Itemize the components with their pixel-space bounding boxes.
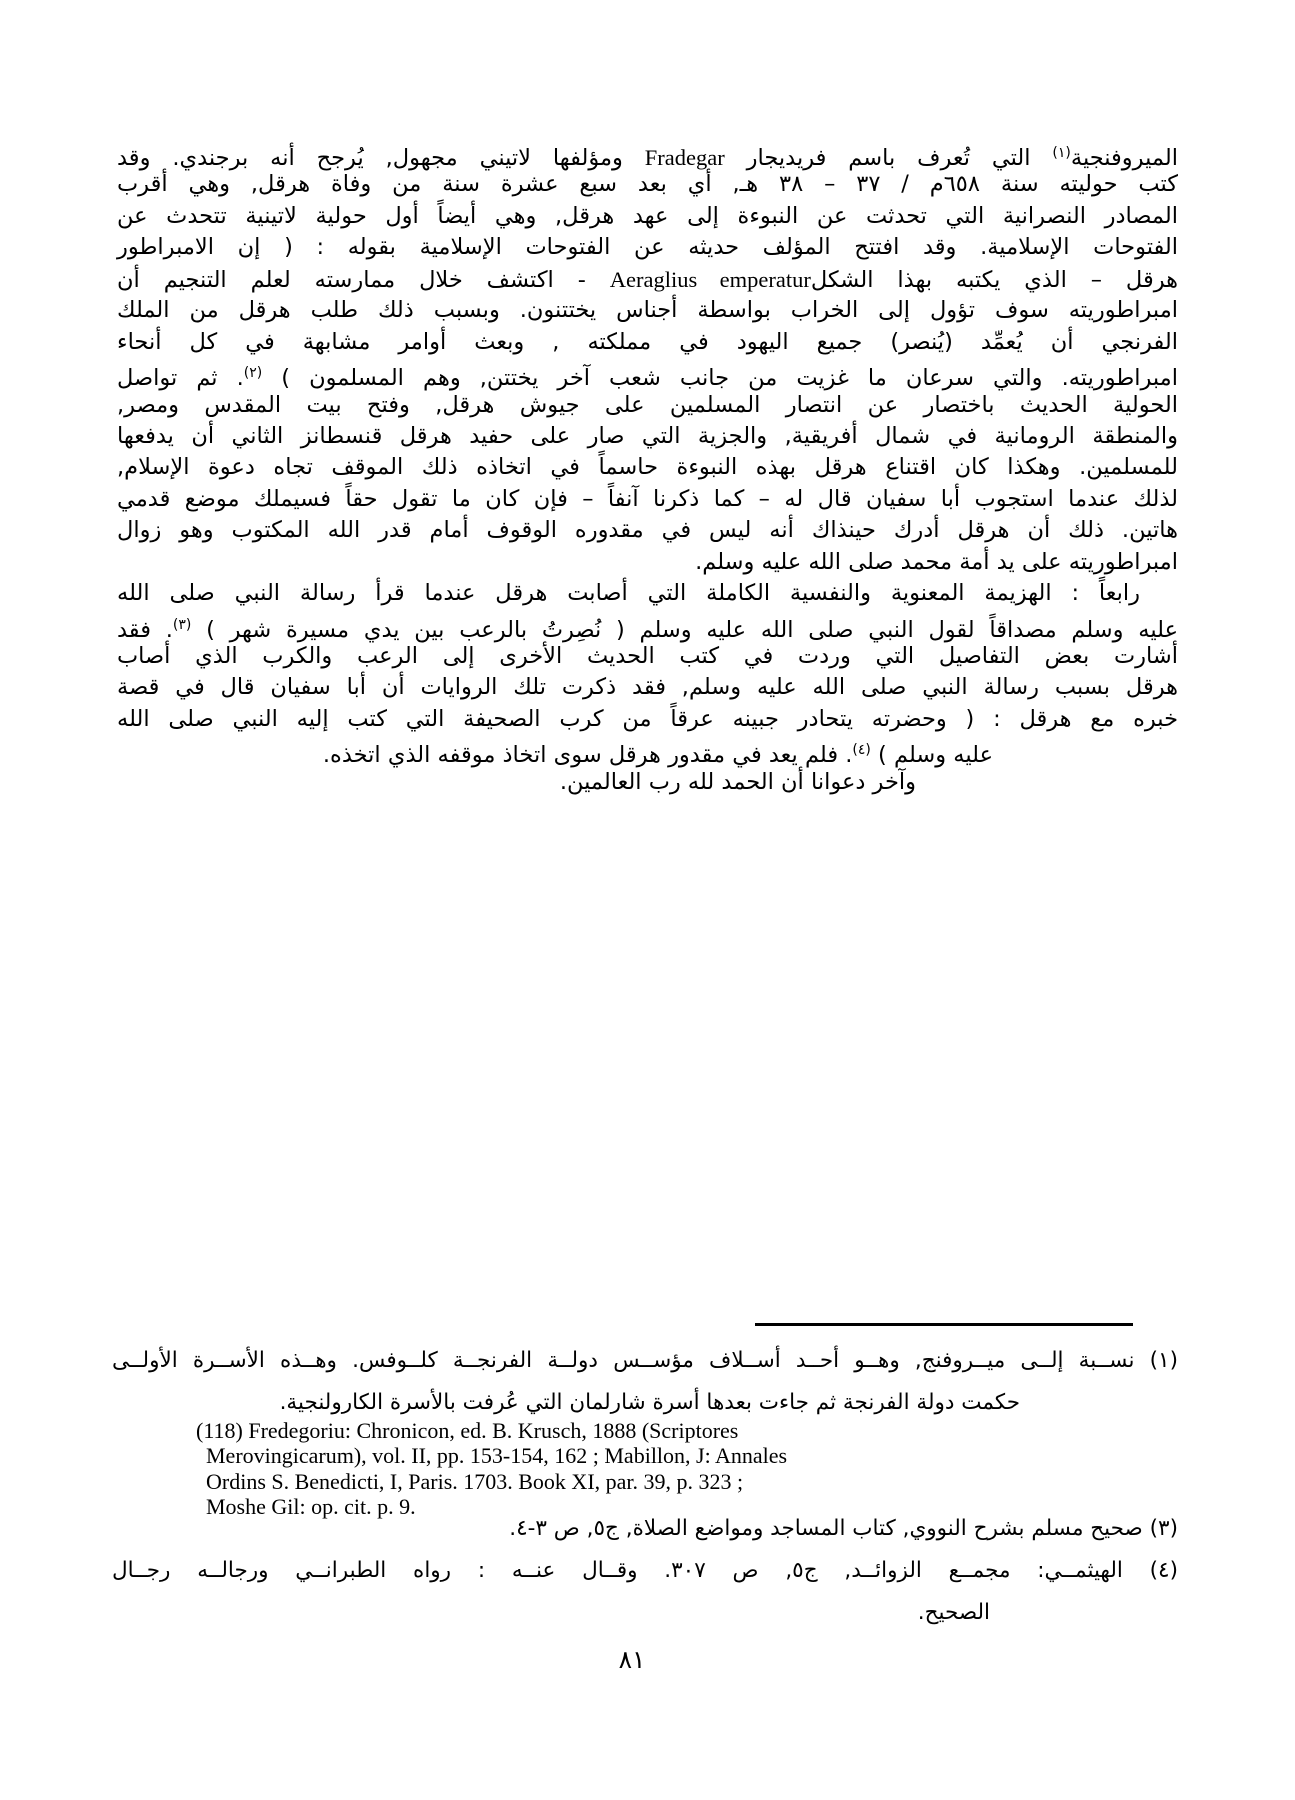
text-segment: التي تُعرف باسم فريديجار (724, 145, 1053, 171)
text-line (117, 421, 1178, 452)
text-line (117, 484, 1178, 515)
text-line (112, 1340, 1178, 1382)
text-segment: هرقل – الذي يكتبه بهذا الشكل (810, 266, 1178, 293)
text-segment: الصحيح. (917, 1600, 990, 1625)
footnote-latin-citation (196, 1418, 1136, 1520)
text-line (117, 672, 1178, 703)
text-segment: . فقد (117, 616, 173, 643)
text-line (117, 169, 1178, 200)
text-segment: المصادر النصرانية التي تحدثت عن النبوءة إلى عهد هرقل, وهي أيضاً أول حولية لاتينية تتحدث عن (117, 202, 1178, 229)
text-segment: هرقل بسبب رسالة النبي صلى الله عليه وسلم, فقد ذكرت تلك الروايات أن أبا سفيان قال في قصة (117, 674, 1178, 701)
text-segment: عليه وسلم ) (870, 742, 993, 769)
text-line (117, 767, 1178, 798)
footnote-marker-sup: (٣) (172, 616, 192, 633)
text-line (117, 641, 1178, 672)
footnote-1 (112, 1340, 1178, 1424)
text-segment: Merovingicarum), vol. II, pp. 153-154, 162 ; Mabillon, J: Annales (206, 1443, 788, 1469)
text-segment: لذلك عندما استجوب أبا سفيان قال له – كما ذكرنا آنفاً – فإن كان ما تقول حقاً فسيملك موضع قدمي (117, 485, 1178, 512)
text-line (117, 138, 1178, 169)
text-segment: كتب حوليته سنة ٦٥٨م / ٣٧ – ٣٨ هـ, أي بعد سبع عشرة سنة من وفاة هرقل, وهي أقرب (117, 171, 1178, 198)
text-segment: هاتين. ذلك أن هرقل أدرك حينذاك أنه ليس في مقدوره الوقوف أمام قدر الله المكتوب وهو زوال (117, 517, 1178, 544)
text-segment: . ثم تواصل (117, 365, 244, 392)
latin-text-segment: Fradegar (644, 145, 725, 170)
text-segment: Ordins S. Benedicti, I, Paris. 1703. Book XI, par. 39, p. 323 ; (206, 1468, 744, 1494)
text-line (196, 1443, 1136, 1468)
text-line (117, 610, 1178, 641)
text-segment: رابعاً : الهزيمة المعنوية والنفسية الكاملة التي أصابت هرقل عندما قرأ رسالة النبي صلى الله (117, 580, 1140, 607)
footnote-3 (112, 1512, 1178, 1546)
text-line (117, 735, 1178, 769)
text-line (117, 327, 1178, 358)
text-segment: الفتوحات الإسلامية. وقد افتتح المؤلف حديثه عن الفتوحات الإسلامية بقوله : ( إن الامبراطور (117, 234, 1178, 261)
text-segment: خبره مع هرقل : ( وحضرته يتحادر جبينه عرقاً من كرب الصحيفة التي كتب إليه النبي صلى الله (117, 705, 1178, 732)
text-segment: (٣) صحيح مسلم بشرح النووي, كتاب المساجد ومواضع الصلاة, ج٥, ص ٣-٤. (509, 1516, 1178, 1541)
footnote-marker-sup: (٢) (243, 365, 263, 382)
text-line (117, 358, 1178, 392)
text-segment: - اكتشف خلال ممارسته لعلم التنجيم أن (117, 266, 610, 293)
latin-text-segment: Aeraglius emperatur (609, 266, 811, 292)
main-text-block (117, 138, 1178, 798)
text-segment: الحولية الحديث باختصار عن انتصار المسلمين على جيوش هرقل, وفتح بيت المقدس ومصر, (117, 391, 1178, 418)
text-segment: امبراطوريته. والتي سرعان ما غزيت من جانب شعب آخر يختتن, وهم المسلمون ) (262, 365, 1178, 392)
text-line (112, 1550, 1178, 1592)
text-line (117, 547, 1178, 578)
text-segment: والمنطقة الرومانية في شمال أفريقية, والجزية التي صار على حفيد هرقل قنسطانز الثاني أن يدفعها (117, 422, 1178, 449)
footnote-4 (112, 1550, 1178, 1634)
text-line (117, 232, 1178, 263)
footnote-marker-sup: (٤) (852, 742, 871, 759)
text-line (112, 1592, 1178, 1634)
text-segment: عليه وسلم مصداقاً لقول النبي صلى الله عليه وسلم ( نُصِرتُ بالرعب بين يدي مسيرة شهر ) (191, 616, 1178, 643)
text-line (196, 1469, 1136, 1494)
text-segment: (٤) الهيثمــي: مجمــع الزوائــد, ج٥, ص ٣٠٧. وقــال عنــه : رواه الطبرانــي ورجالــه رجــال (112, 1558, 1178, 1583)
text-segment: الفرنجي أن يُعمِّد (يُنصر) جميع اليهود في مملكته , وبعث أوامر مشابهة في كل أنحاء (117, 328, 1178, 355)
text-line (117, 515, 1178, 546)
text-segment: امبراطوريته سوف تؤول إلى الخراب بواسطة أجناس يختتنون. وبسبب ذلك طلب هرقل من الملك (117, 297, 1178, 324)
text-line (117, 452, 1178, 483)
text-line (117, 295, 1178, 326)
text-segment: حكمت دولة الفرنجة ثم جاءت بعدها أسرة شارلمان التي عُرفت بالأسرة الكارولنجية. (279, 1390, 1020, 1415)
text-line (196, 1418, 1136, 1443)
text-segment: . فلم يعد في مقدور هرقل سوى اتخاذ موقفه الذي اتخذه. (322, 742, 853, 769)
text-segment: (١) نســبة إلــى ميــروفنج, وهــو أحــد أســلاف مؤســس دولــة الفرنجــة كلــوفس. وهــذه الأســرة الأولــى (112, 1348, 1178, 1373)
text-segment: امبراطوريته على يد أمة محمد صلى الله عليه وسلم. (695, 548, 1178, 575)
text-line (117, 201, 1178, 232)
text-line (117, 578, 1178, 609)
text-segment: الميروفنجية (1070, 145, 1178, 171)
text-segment: ومؤلفها لاتيني مجهول, يُرجح أنه برجندي. وقد (117, 145, 645, 171)
text-segment: للمسلمين. وهكذا كان اقتناع هرقل بهذه النبوءة حاسماً في اتخاذه ذلك الموقف تجاه دعوة الإسلام, (117, 454, 1178, 481)
page-number: ٨١ (618, 1645, 646, 1674)
text-segment: Moshe Gil: op. cit. p. 9. (206, 1494, 416, 1520)
text-line (112, 1512, 1178, 1546)
text-line (117, 390, 1178, 421)
text-segment: أشارت بعض التفاصيل التي وردت في كتب الحديث الأخرى إلى الرعب والكرب الذي أصاب (117, 643, 1178, 669)
footnote-separator (755, 1323, 1133, 1326)
text-line (117, 264, 1178, 295)
text-segment: وآخر دعوانا أن الحمد لله رب العالمين. (559, 768, 916, 795)
text-segment: (118) Fredegoriu: Chronicon, ed. B. Krusch, 1888 (Scriptores (196, 1418, 739, 1443)
text-line (117, 704, 1178, 735)
footnote-marker-sup: (١) (1052, 145, 1071, 161)
